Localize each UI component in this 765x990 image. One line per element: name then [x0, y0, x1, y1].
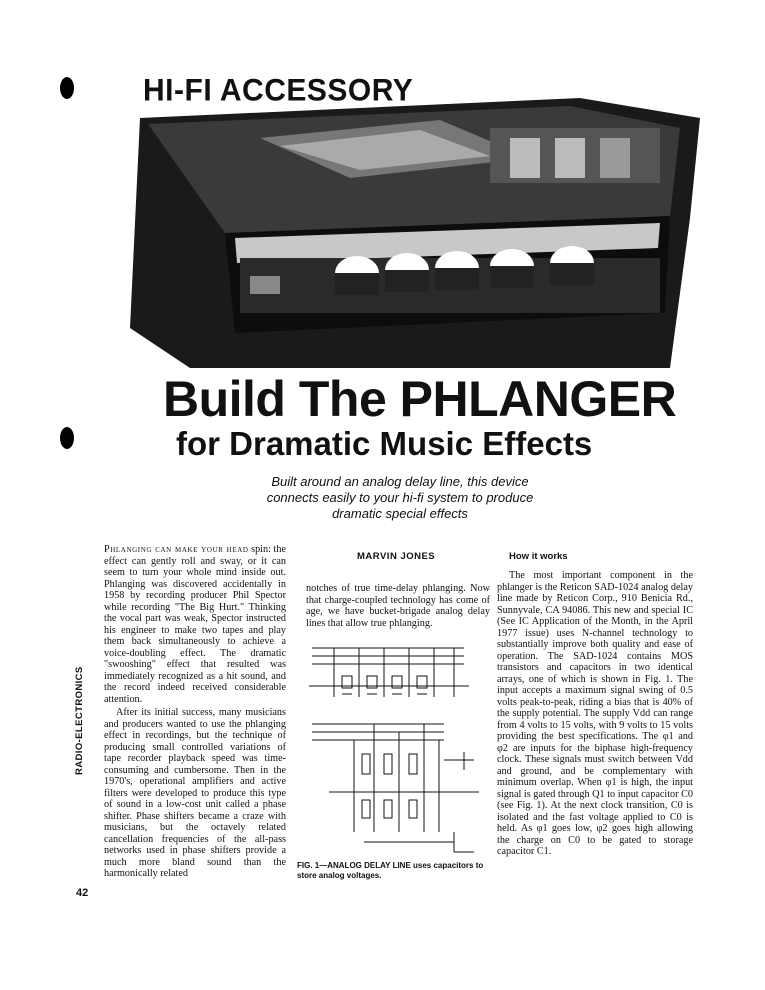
article-subtitle: for Dramatic Music Effects	[176, 425, 593, 462]
body-column-1	[104, 544, 286, 882]
binder-hole	[60, 427, 74, 449]
article-title: Build The PHLANGER	[163, 371, 677, 427]
magazine-name: RADIO-ELECTRONICS	[74, 666, 85, 775]
paragraph: spin: the effect can gently roll and sway, or it can seem to turn your whole mind inside out. Phlanging was discovered accidentally in 1958 by recording producer Phil Spector while recording "The Big Hurt." Thinking the vocal part was weak, Spector instructed his engineer to make two tapes and play them back simultaneously to achieve a voice-doubling effect. The dramatic "swooshing" effect that resulted was immediately recognized as a hit sound, and the record indeed received considerable attention.	[104, 544, 286, 705]
binder-hole	[60, 77, 74, 99]
analog-delay-line-schematic	[304, 642, 494, 860]
section-heading: How it works	[509, 551, 568, 562]
paragraph: notches of true time-delay phlanging. Now that charge-coupled technology has come of age, we have bucket-brigade analog delay lines that allow true phlanging.	[306, 583, 490, 629]
page-number: 42	[76, 887, 89, 899]
body-column-3	[497, 570, 693, 860]
figure-caption: FIG. 1—ANALOG DELAY LINE uses capacitors to store analog voltages.	[297, 861, 484, 880]
paragraph: After its initial success, many musicians and producers wanted to use the phlanging effect in recordings, but the technique of producing small controlled variations of tape recorder playback speed was time-consuming and cumbersome. Then in the 1970's, operational amplifiers and active filters were developed to produce this type of sound in a low-cost unit called a phase shifter. Phase shifters became a craze with musicians, but the octavely related cancellation frequencies of the all-pass networks used in phase shifters provide a much more bland sound than the harmonically related	[104, 707, 286, 879]
article-deck: Built around an analog delay line, this device connects easily to your hi-fi system to produce dramatic special effects	[266, 474, 534, 521]
author-byline: MARVIN JONES	[357, 551, 436, 562]
phlanger-chassis-photo	[110, 98, 700, 370]
body-column-2	[306, 583, 490, 631]
section-label: HI-FI ACCESSORY	[143, 73, 414, 108]
paragraph: The most important component in the phlanger is the Reticon SAD-1024 analog delay line made by Reticon Corp., 910 Benicia Rd., Sunnyvale, CA 94086. This new and special IC (See IC Application of the Month, in the April 1977 issue) uses N-channel technology to substantially improve both quality and ease of operation. The SAD-1024 contains MOS transistors and capacitors in two identical arrays, one of which is shown in Fig. 1. The input accepts a maximum signal swing of 0.5 volts peak-to-peak, riding a bias that is 40% of the supply potential. The supply Vdd can range from 4 volts to 15 volts, with 9 volts to 15 volts providing the best specifications. The φ1 and φ2 are inputs for the biphase high-frequency clock. These signals must switch between Vdd and ground, and be complementary with minimum overlap. When φ1 is high, the input signal is gated through Q1 to input capacitor C0 (see Fig. 1). At the next clock transition, C0 is isolated and the fast voltage applied to C0 is held. As φ1 goes low, φ2 goes high allowing the charge on C0 to be gated to storage capacitor C1.	[497, 570, 693, 857]
lead-in: Phlanging can make your head	[104, 544, 249, 555]
